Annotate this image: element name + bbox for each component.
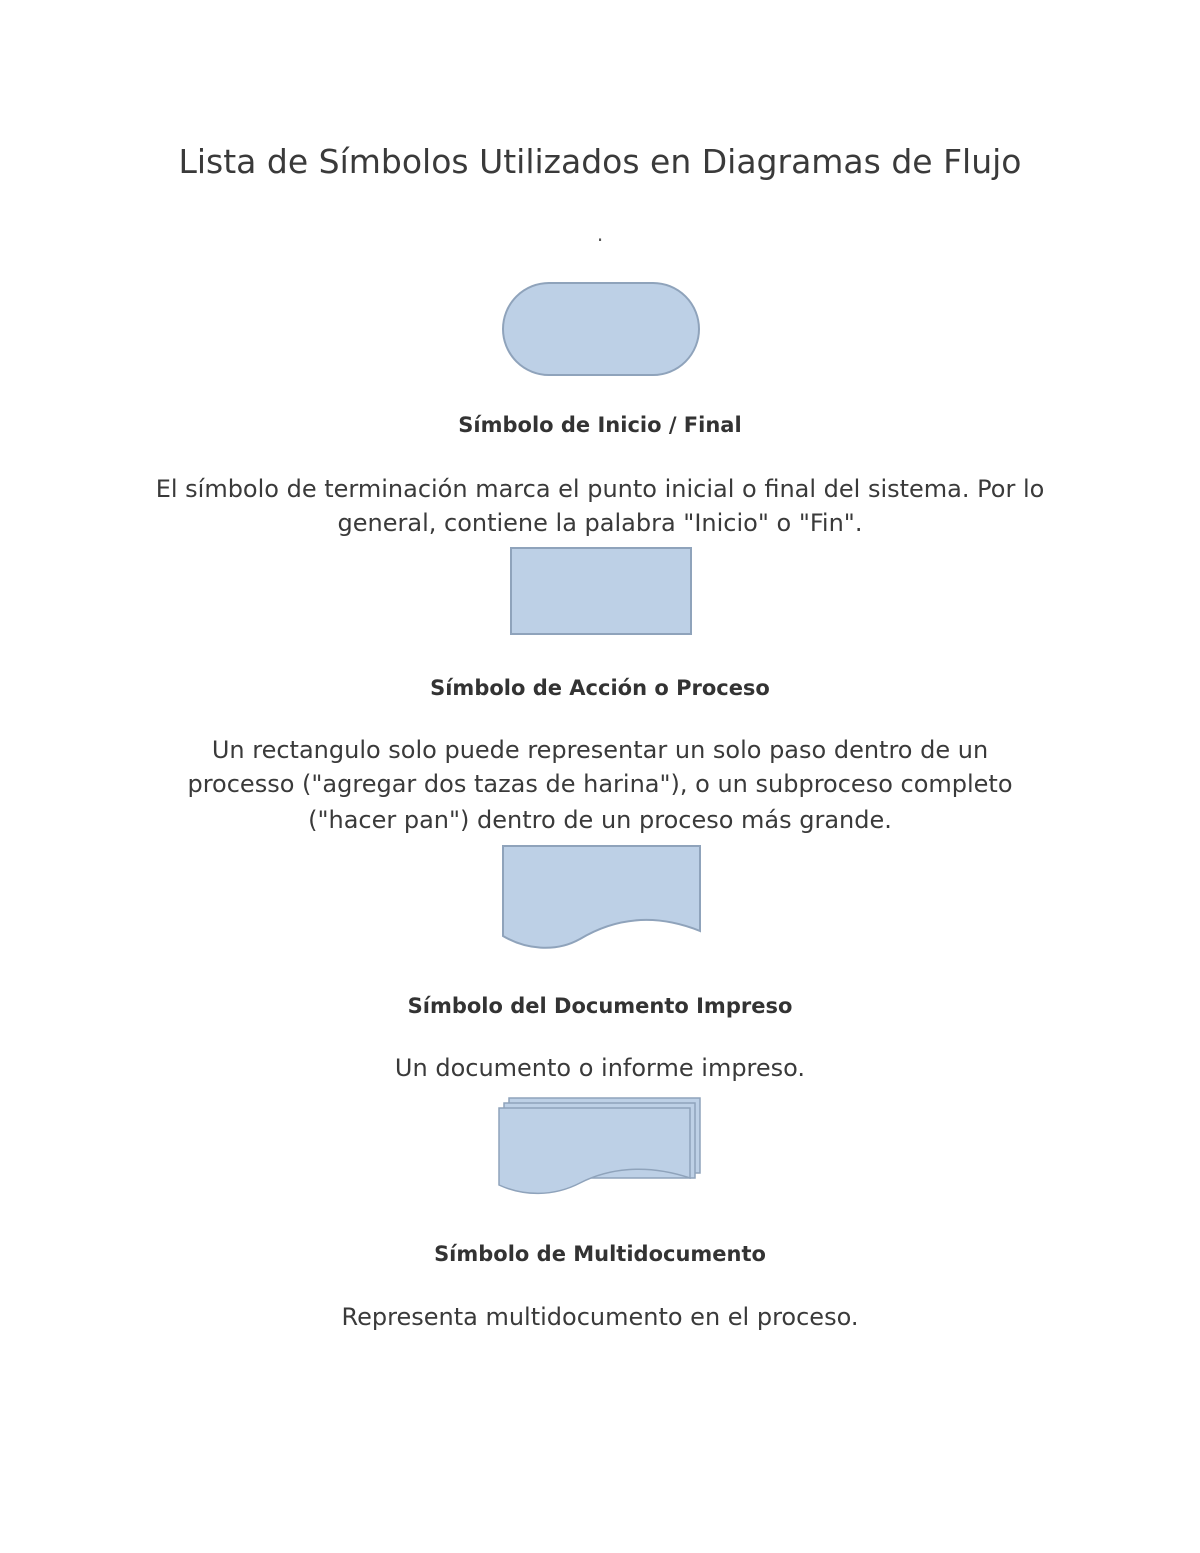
document-description-line-1: Un documento o informe impreso. xyxy=(394,1054,806,1082)
document-heading: Símbolo del Documento Impreso xyxy=(407,994,793,1018)
process-heading: Símbolo de Acción o Proceso xyxy=(430,676,770,700)
terminator-description-line-1: El símbolo de terminación marca el punto inicial o final del sistema. Por lo xyxy=(155,475,1045,503)
separator-dot: . xyxy=(596,222,604,246)
process-description-line-3: ("hacer pan") dentro de un proceso más grande. xyxy=(308,806,892,834)
multidocument-description-line-1: Representa multidocumento en el proceso. xyxy=(341,1303,859,1331)
multidocument-heading: Símbolo de Multidocumento xyxy=(434,1242,766,1266)
terminator-symbol xyxy=(500,280,702,378)
process-description-line-2: processo ("agregar dos tazas de harina"), o un subproceso completo xyxy=(187,770,1013,798)
page-title: Lista de Símbolos Utilizados en Diagramas de Flujo xyxy=(178,142,1022,181)
process-symbol xyxy=(508,545,694,637)
terminator-description-line-2: general, contiene la palabra "Inicio" o "Fin". xyxy=(337,509,863,537)
multidocument-symbol xyxy=(495,1095,705,1199)
process-description-line-1: Un rectangulo solo puede representar un solo paso dentro de un xyxy=(211,736,989,764)
terminator-heading: Símbolo de Inicio / Final xyxy=(458,413,742,437)
document-symbol xyxy=(500,843,703,955)
